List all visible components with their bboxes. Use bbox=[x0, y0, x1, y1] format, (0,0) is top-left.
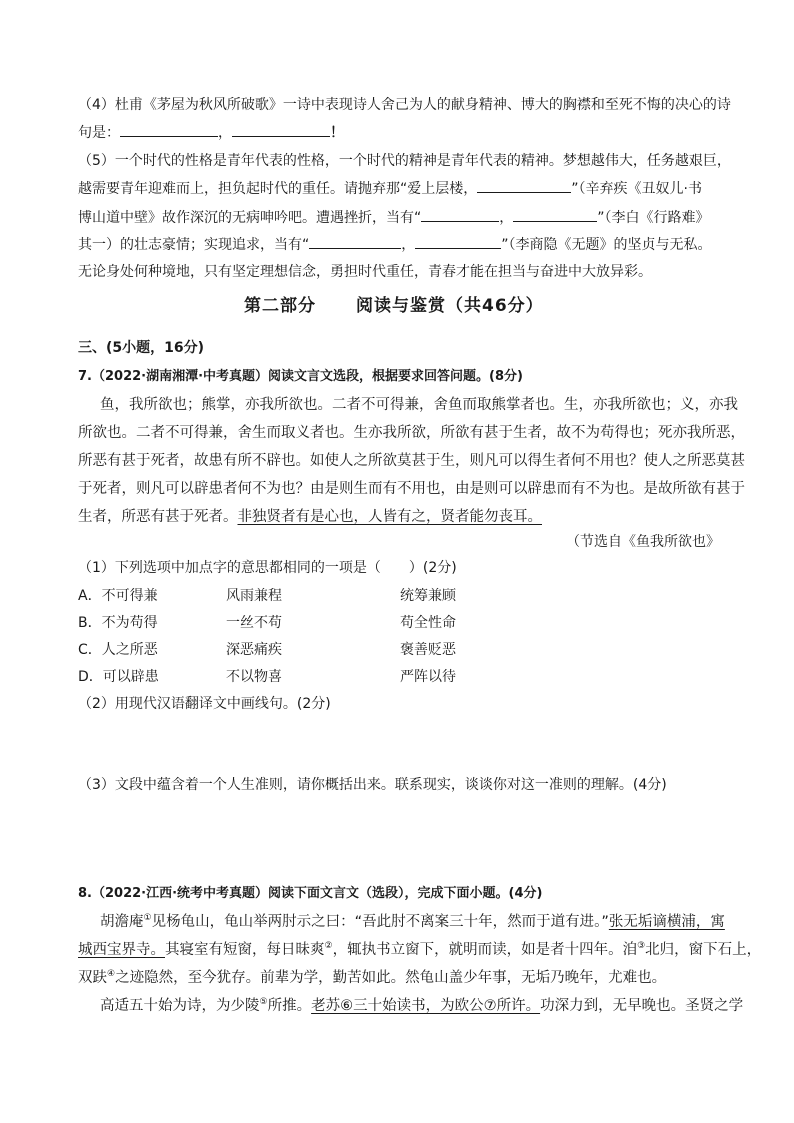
q5-text2: 越需要青年迎难而上，担负起时代的重任。请抛弃那“爱上层楼， bbox=[78, 181, 478, 197]
q5-text3b: ”（李白《行路难》 bbox=[597, 210, 710, 226]
q8-text: 所推。 bbox=[267, 998, 312, 1014]
option-b[interactable]: B．不为苟得 bbox=[78, 615, 158, 631]
option-b-c: 苟全性命 bbox=[400, 615, 456, 631]
option-d-c: 严阵以待 bbox=[400, 669, 456, 685]
answer-blank[interactable] bbox=[232, 122, 330, 137]
q8-passage-line bbox=[100, 912, 725, 932]
footnote-ref: ② bbox=[324, 941, 333, 952]
q7-passage-line-last bbox=[78, 507, 542, 527]
q8-text: 北归，窗下石上， bbox=[645, 942, 762, 958]
q7-passage-line: 所恶有甚于死者，故患有所不辟也。如使人之所欲莫甚于生，则凡可以得生者何不用也？使人之所恶莫甚 bbox=[78, 453, 745, 469]
option-a-b: 风雨兼程 bbox=[226, 588, 282, 604]
q5-text2b: ”（辛弃疾《丑奴儿·书 bbox=[571, 181, 702, 197]
q8-passage-line bbox=[100, 996, 743, 1016]
answer-blank[interactable] bbox=[421, 207, 499, 222]
answer-blank[interactable] bbox=[120, 122, 218, 137]
q5-sep3: ， bbox=[499, 210, 514, 226]
answer-blank[interactable] bbox=[477, 178, 571, 193]
q5-text1: （5）一个时代的性格是青年代表的性格，一个时代的精神是青年代表的精神。梦想越伟大，任务越艰巨， bbox=[78, 153, 731, 169]
q8-text: 之迹隐然，至今犹存。前辈为学，勤苦如此。然龟山盖少年事，无垢乃晚年，尤难也。 bbox=[115, 970, 667, 986]
q7-sub2: （2）用现代汉语翻译文中画线句。(2分) bbox=[78, 696, 331, 712]
q8-text: 胡澹庵 bbox=[100, 914, 144, 930]
q8-text: 双趺 bbox=[78, 970, 107, 986]
q8-underlined: 老苏⑥三十始读书，为欧公⑦所许。 bbox=[311, 998, 541, 1014]
q4-end: ！ bbox=[330, 125, 344, 141]
footnote-ref: ③ bbox=[637, 941, 646, 952]
q5-text4b: ”（李商隐《无题》的坚贞与无私。 bbox=[501, 237, 712, 253]
option-d-b: 不以物喜 bbox=[226, 669, 282, 685]
q7-header: 7.（2022·湖南湘潭·中考真题）阅读文言文选段，根据要求回答问题。(8分) bbox=[78, 369, 523, 384]
option-a[interactable]: A．不可得兼 bbox=[78, 588, 158, 604]
q8-text: 见杨龟山，龟山举两肘示之曰：“吾此肘不离案三十年，然而于道有进。” bbox=[151, 914, 609, 930]
option-b-b: 一丝不苟 bbox=[226, 615, 282, 631]
answer-blank[interactable] bbox=[309, 234, 401, 249]
q7-sub1: （1）下列选项中加点字的意思都相同的一项是（ ）(2分) bbox=[78, 560, 457, 576]
option-c[interactable]: C．人之所恶 bbox=[78, 642, 158, 658]
q8-text: 其寝室有短窗，每日昧爽 bbox=[165, 942, 325, 958]
answer-blank[interactable] bbox=[415, 234, 501, 249]
q5-line5 bbox=[78, 262, 652, 282]
q4-sep: ， bbox=[218, 125, 232, 141]
q4-line1 bbox=[78, 95, 731, 115]
option-a-c: 统筹兼顾 bbox=[400, 588, 456, 604]
q5-line2 bbox=[78, 178, 702, 199]
q8-text: 功深力到，无早晚也。圣贤之学 bbox=[540, 998, 744, 1014]
q7-source: （节选自《鱼我所欲也》 bbox=[566, 534, 720, 550]
q5-line4 bbox=[78, 234, 712, 255]
answer-blank[interactable] bbox=[513, 207, 597, 222]
q5-text3: 博山道中壁》故作深沉的无病呻吟吧。遭遇挫折，当有“ bbox=[78, 210, 422, 226]
q8-text: ，辄执书立窗下，就明而读，如是者十四年。洎 bbox=[332, 942, 638, 958]
footnote-ref: ① bbox=[143, 913, 152, 924]
q7-passage-line: 鱼，我所欲也；熊掌，亦我所欲也。二者不可得兼，舍鱼而取熊掌者也。生，亦我所欲也；义，亦我 bbox=[100, 397, 738, 413]
q5-line3 bbox=[78, 207, 710, 228]
q7-passage-text: 生者，所恶有甚于死者。 bbox=[78, 509, 238, 525]
q8-passage-line bbox=[78, 940, 761, 960]
q7-passage-line: 于死者，则凡可以辟患者何不为也？由是则生而有不用也，由是则可以辟患而有不为也。是故所欲有甚于 bbox=[78, 481, 745, 497]
footnote-ref: ④ bbox=[107, 969, 116, 980]
q8-underlined: 城西宝界寺。 bbox=[78, 942, 165, 958]
q8-text: 高适五十始为诗，为少陵 bbox=[100, 998, 260, 1014]
q4-line2 bbox=[78, 122, 344, 143]
section-heading: 三、(5小题，16分) bbox=[78, 340, 205, 356]
q5-line1 bbox=[78, 151, 731, 171]
option-c-b: 深恶痛疾 bbox=[226, 642, 282, 658]
q4-prefix: 句是： bbox=[78, 125, 120, 141]
q5-text4: 其一）的壮志豪情；实现追求，当有“ bbox=[78, 237, 310, 253]
q8-passage-line bbox=[78, 968, 666, 988]
q7-underlined-sentence: 非独贤者有是心也，人皆有之，贤者能勿丧耳。 bbox=[237, 509, 542, 525]
q5-sep4: ， bbox=[401, 237, 416, 253]
q5-text5: 无论身处何种境地，只有坚定理想信念，勇担时代重任，青春才能在担当与奋进中大放异彩。 bbox=[78, 264, 652, 280]
q7-sub3: （3）文段中蕴含着一个人生准则，请你概括出来。联系现实，谈谈你对这一准则的理解。(4分) bbox=[78, 777, 667, 793]
q7-passage-line: 所欲也。二者不可得兼，舍生而取义者也。生亦我所欲，所欲有甚于生者，故不为苟得也；死亦我所恶， bbox=[78, 425, 745, 441]
option-d[interactable]: D．可以辟患 bbox=[78, 669, 159, 685]
option-c-c: 褒善贬恶 bbox=[400, 642, 456, 658]
q4-text: （4）杜甫《茅屋为秋风所破歌》一诗中表现诗人舍己为人的献身精神、博大的胸襟和至死不悔的决心的诗 bbox=[78, 97, 731, 113]
footnote-ref: ⑤ bbox=[259, 997, 268, 1008]
q8-header: 8.（2022·江西·统考中考真题）阅读下面文言文（选段），完成下面小题。(4分) bbox=[78, 886, 543, 901]
part-title-left: 第二部分 bbox=[244, 296, 316, 316]
q8-underlined: 张无垢谪横浦，寓 bbox=[608, 914, 725, 930]
part-title-right: 阅读与鉴赏（共46分） bbox=[356, 296, 544, 316]
